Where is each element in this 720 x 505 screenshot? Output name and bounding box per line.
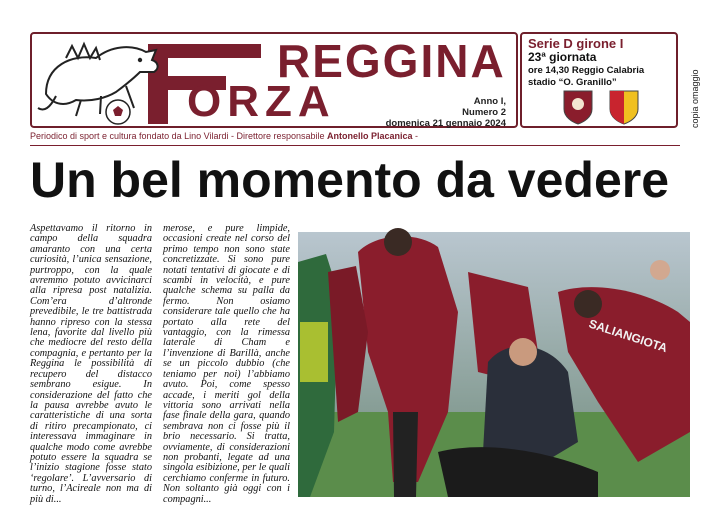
director-name: Antonello Placanica bbox=[327, 131, 413, 141]
issue-date: domenica 21 gennaio 2024 bbox=[385, 118, 506, 129]
masthead-title-reggina: REGGINA bbox=[277, 35, 506, 87]
issue-year: Anno I, bbox=[473, 96, 506, 107]
article-column-2: merose, e pure limpide, occasioni create nel corso del primo tempo non sono state concretizzate. Si sono pure notati tentativi di giocate e di scambi in velocità, e pure qualche schema su palla da fermo. Non osiamo considerare tale quello che ha portato alla rete del vantaggio, con la rimessa laterale di Cham e l’invenzione di Barillà, anche se un piccolo dubbio (che teniamo per noi) l’abbiamo avuto. Poi, come spesso accade, i meriti gol della vittoria sono arrivati nella fase finale della gara, quando sembrava non ci fosse più il brio necessario. Si tratta, ovviamente, di considerazioni non probanti, legate ad una singola esibizione, per le quali cerchiamo conferme in futuro. Non soltanto già oggi con i compagni... bbox=[163, 223, 290, 505]
divider bbox=[30, 145, 680, 146]
match-info-box bbox=[520, 32, 678, 128]
match-stadium: stadio “O. Granillo” bbox=[528, 77, 617, 88]
match-time-place: ore 14,30 Reggio Calabria bbox=[528, 65, 645, 76]
issue-info bbox=[386, 96, 506, 129]
match-league: Serie D girone I bbox=[528, 36, 624, 51]
football-icon bbox=[106, 100, 130, 124]
masthead-title-forza: ORZA bbox=[187, 77, 336, 126]
match-photo bbox=[298, 232, 690, 497]
free-copy-note: copia omaggio bbox=[690, 69, 700, 128]
acireale-crest-icon bbox=[608, 89, 640, 125]
headline: Un bel momento da vedere bbox=[30, 152, 670, 208]
article-column-1: Aspettavamo il ritorno in campo della squadra amaranto con una certa curiosità, l’unica sensazione, purtroppo, con la quale avremmo potuto avvicinarci alla ripresa post natalizia. Com’era d’altronde prevedibile, le tre battistrada hanno ripreso con la stessa lena, favorite dal livello più che mediocre del resto della compagnia, e pertanto per la Reggina le possibilità di recupero del distacco sembrano esigue. In considerazione del fatto che la pausa avrebbe avuto le caratteristiche di una sorta di ritiro precampionato, ci interessava immaginare in qualche modo come avrebbe potuto essere la squadra se l’inizio stagione fosse stato ‘regolare’. L’avversario di turno, l’Acireale non ma di più di... bbox=[30, 223, 152, 505]
masthead bbox=[30, 32, 518, 128]
reggina-crest-icon bbox=[562, 89, 594, 125]
match-round: 23ª giornata bbox=[528, 50, 597, 64]
jersey-text: SALIANGIOTA bbox=[587, 316, 670, 356]
issue-number: Numero 2 bbox=[462, 107, 506, 118]
masthead-subline: Periodico di sport e cultura fondato da Lino Vilardi - Direttore responsabile Antonello Placanica - bbox=[30, 131, 419, 141]
